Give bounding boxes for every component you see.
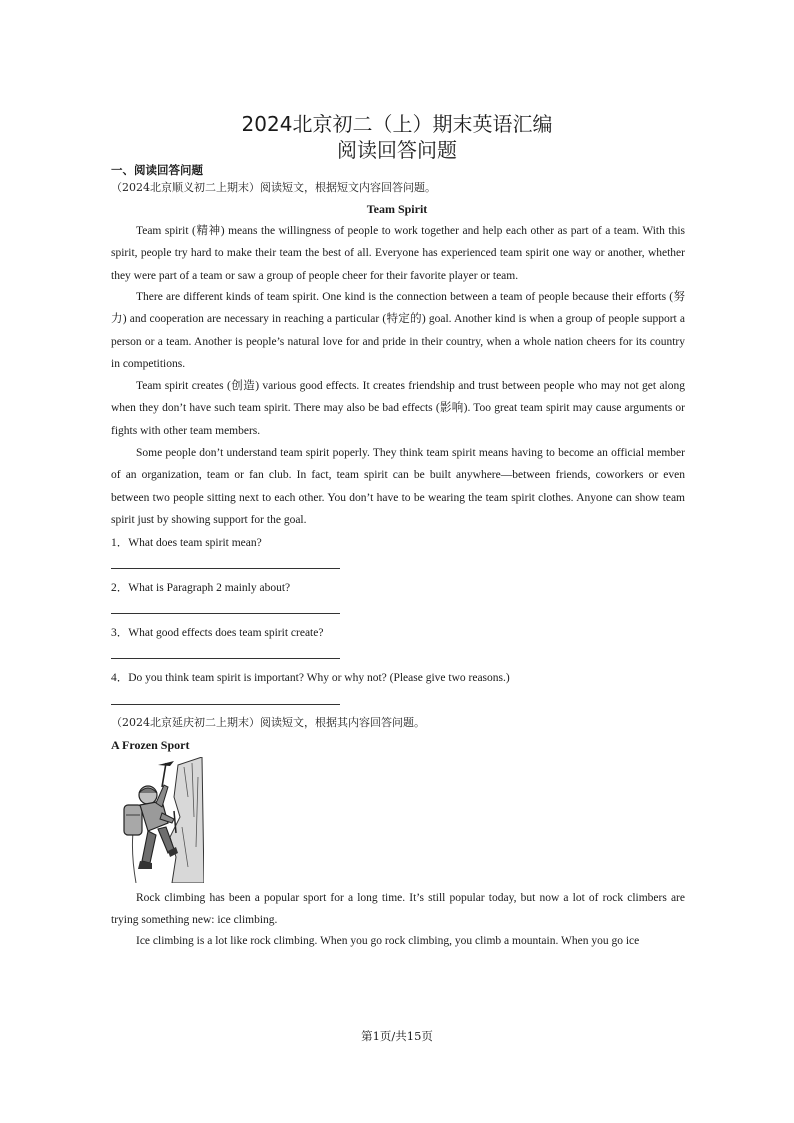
- answer-line-4: [111, 704, 340, 705]
- ice-climber-illustration: [118, 757, 204, 883]
- passage1-paragraph: Team spirit (精神) means the willingness of people to work together and help each other as part of a team. With this spirit, people try hard to make their team the best of all. Everyone has experienced team spirit one way or another, whether they were part of a team or saw a group of people cheer for their favorite player or team.: [111, 225, 685, 282]
- section-heading: 一、阅读回答问题: [111, 163, 203, 177]
- passage1-paragraph: Team spirit creates (创造) various good effects. It creates friendship and trust between people who may not get along when they don’t have such team spirit. There may also be bad effects (影响). Too great team spirit may cause arguments or fights with other team members.: [111, 380, 685, 437]
- passage1-title: Team Spirit: [366, 202, 428, 216]
- question-2: 2．What is Paragraph 2 mainly about?: [111, 582, 291, 594]
- question-1: 1．What does team spirit mean?: [111, 537, 262, 549]
- page-number: 第1页/共15页: [361, 1029, 433, 1043]
- question-4: 4．Do you think team spirit is important? Why or why not? (Please give two reasons.): [111, 672, 510, 684]
- answer-line-2: [111, 613, 340, 614]
- question-3: 3．What good effects does team spirit create?: [111, 627, 324, 639]
- answer-line-3: [111, 658, 340, 659]
- document-title: 2024北京初二（上）期末英语汇编: [241, 112, 553, 136]
- passage2-paragraph: Ice climbing is a lot like rock climbing. When you go rock climbing, you climb a mountain. When you go ice: [136, 935, 640, 947]
- passage2-title: A Frozen Sport: [111, 738, 190, 752]
- passage2-source: （2024北京延庆初二上期末）阅读短文，根据其内容回答问题。: [111, 716, 425, 729]
- passage1-paragraph: Some people don’t understand team spirit poperly. They think team spirit means having to become an official member of an organization, team or fan club. In fact, team spirit can be built anywhere—between friends, coworkers or even between two people sitting next to each other. You don’t have to be wearing the team spirit clothes. Anyone can show team spirit just by showing support for the goal.: [111, 447, 685, 526]
- answer-line-1: [111, 568, 340, 569]
- passage1-paragraph: There are different kinds of team spirit. One kind is the connection between a team of people because their efforts (努力) and cooperation are necessary in reaching a particular (特定的) goal. Another kind is when a group of people support a person or a team. Another is people’s natural love for and pride in their country, when a whole nation cheers for its country in competitions.: [111, 291, 685, 370]
- passage2-paragraph: Rock climbing has been a popular sport for a long time. It’s still popular today, but now a lot of rock climbers are trying something new: ice climbing.: [111, 892, 685, 927]
- document-subtitle: 阅读回答问题: [337, 138, 457, 162]
- passage1-source: （2024北京顺义初二上期末）阅读短文，根据短文内容回答问题。: [111, 181, 436, 194]
